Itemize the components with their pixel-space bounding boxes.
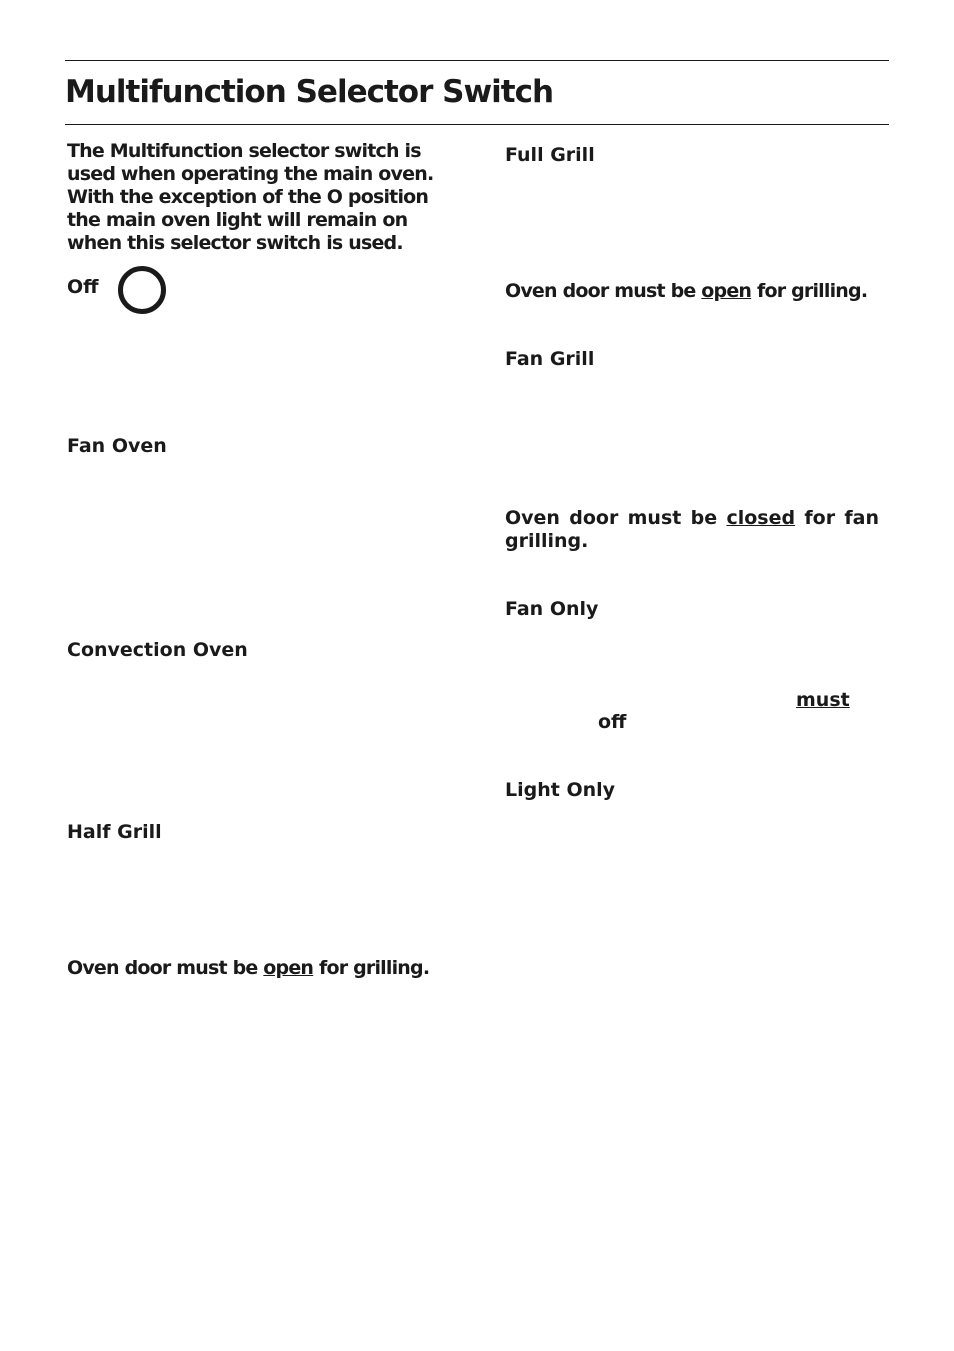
page-title: Multifunction Selector Switch [65, 74, 554, 110]
top-divider [65, 60, 889, 61]
fan-grill-heading: Fan Grill [505, 348, 595, 370]
light-only-heading: Light Only [505, 779, 616, 801]
emphasis-open: open [701, 280, 752, 302]
half-grill-heading: Half Grill [67, 821, 162, 843]
emphasis-open: open [263, 957, 314, 979]
off-position-circle-icon [118, 266, 166, 314]
fan-only-off-fragment: off [598, 711, 627, 733]
full-grill-heading: Full Grill [505, 144, 595, 166]
fan-oven-heading: Fan Oven [67, 435, 167, 457]
fan-only-heading: Fan Only [505, 598, 599, 620]
full-grill-door-note: Oven door must be open for grilling. [505, 280, 868, 302]
off-heading: Off [67, 276, 99, 298]
intro-paragraph: The Multifunction selector switch is used when operating the main oven. With the exception of the O position the main oven light will remain on when this selector switch is used. [67, 140, 434, 254]
convection-oven-heading: Convection Oven [67, 639, 248, 661]
emphasis-closed: closed [726, 507, 796, 529]
fan-grill-door-note: Oven door must be closed for fan grilling. [505, 507, 879, 552]
title-divider [65, 124, 889, 125]
half-grill-door-note: Oven door must be open for grilling. [67, 957, 430, 979]
fan-only-must-fragment: must [796, 689, 850, 711]
